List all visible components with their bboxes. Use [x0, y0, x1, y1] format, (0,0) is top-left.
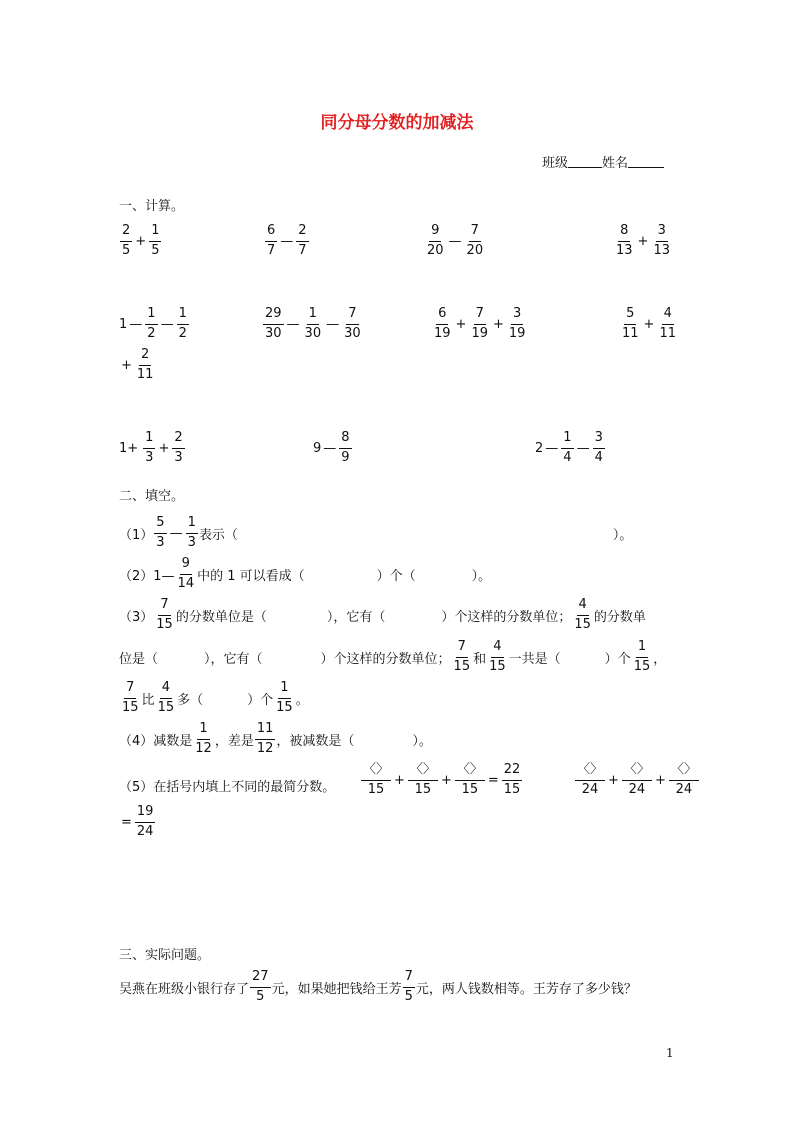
numerator: 1: [177, 307, 189, 325]
fraction: [432, 307, 453, 342]
operator: +: [121, 357, 132, 373]
fraction: [620, 307, 641, 342]
denominator: 13: [653, 242, 670, 258]
numerator: 2: [120, 224, 132, 242]
operator: —: [280, 233, 294, 249]
numerator: 3: [656, 224, 668, 242]
fraction: [487, 640, 508, 675]
fraction: [145, 307, 157, 342]
numerator: 1: [186, 516, 198, 534]
denominator: 11: [659, 325, 676, 341]
fraction: [172, 431, 184, 466]
denominator: 7: [267, 242, 276, 258]
operator: +: [493, 316, 504, 332]
operator: =: [121, 814, 132, 830]
fraction: [177, 307, 189, 342]
denominator: 9: [341, 449, 350, 465]
denominator: 24: [675, 781, 693, 797]
calc-k: 2 — $\frac{1}{4}$ — $\frac{3}{4}$: [535, 430, 603, 465]
numerator: 19: [135, 805, 156, 823]
calc-e: 1 — $\frac{1}{2}$ — $\frac{1}{2}$: [119, 306, 187, 341]
denominator: 30: [304, 325, 322, 341]
fraction: [255, 722, 276, 757]
calc-i: 1+ $\frac{1}{3}$ + $\frac{2}{3}$: [119, 430, 183, 465]
numerator: 4: [577, 598, 589, 616]
fraction: [176, 557, 197, 592]
numerator[interactable]: 〈〉: [361, 763, 391, 781]
calc-d: [613, 224, 673, 259]
section-1-heading: 一、计算。: [119, 199, 185, 214]
fraction: [120, 681, 141, 716]
fraction: [572, 598, 593, 633]
question-4: （4）减数是 $\frac{1}{12}$ ，差是 $\frac{11}{12}$ ，被减数是（ ）。: [119, 721, 432, 756]
operator: —: [160, 316, 174, 332]
fraction: [561, 431, 573, 466]
denominator: 19: [508, 325, 526, 341]
fraction: [135, 348, 156, 383]
denominator: 5: [122, 242, 131, 258]
fraction: [507, 307, 528, 342]
numerator: 5: [624, 307, 636, 325]
question-5-label: （5）在括号内填上不同的最简分数。: [119, 780, 336, 795]
numerator: 5: [154, 516, 166, 534]
numerator: 8: [618, 224, 630, 242]
student-info: [542, 152, 664, 171]
denominator: 3: [187, 534, 196, 550]
fraction: [465, 224, 486, 259]
fraction: [403, 970, 415, 1005]
numerator: 7: [474, 307, 486, 325]
numerator: 6: [436, 307, 448, 325]
denominator: 30: [344, 325, 361, 341]
fraction: [149, 224, 161, 259]
numerator: 7: [124, 681, 136, 699]
name-blank[interactable]: [628, 155, 664, 168]
question-5-expr-1: [360, 763, 523, 798]
operator: —: [576, 440, 590, 456]
operator: =: [487, 772, 499, 788]
numerator: 2: [296, 224, 308, 242]
numerator: 1: [307, 307, 319, 325]
fraction: [575, 763, 605, 798]
fraction: [154, 516, 166, 551]
denominator: 3: [145, 449, 154, 465]
operator: +: [135, 233, 147, 249]
numerator: 1: [149, 224, 161, 242]
calc-j: 9 — $\frac{8}{9}$: [313, 430, 350, 465]
denominator: 4: [594, 449, 603, 465]
numerator: 1: [197, 722, 209, 740]
operator: —: [326, 316, 340, 332]
numerator: 9: [429, 224, 441, 242]
denominator: 15: [574, 616, 591, 632]
denominator: 2: [147, 325, 156, 341]
fraction: [143, 431, 155, 466]
fraction: [193, 722, 214, 757]
operator: —: [323, 440, 337, 456]
numerator: 4: [491, 640, 503, 658]
numerator: 7: [403, 970, 415, 988]
operator: —: [129, 316, 143, 332]
numerator: 1: [561, 431, 573, 449]
numerator: 7: [346, 307, 358, 325]
fraction: [425, 224, 446, 259]
numerator: 2: [172, 431, 184, 449]
numerator[interactable]: 〈〉: [669, 763, 699, 781]
denominator: 15: [276, 699, 293, 715]
numerator: 11: [255, 722, 276, 740]
denominator: 11: [136, 366, 154, 382]
fraction: [274, 681, 295, 716]
denominator: 20: [427, 242, 444, 258]
denominator: 5: [404, 988, 413, 1004]
denominator: 2: [178, 325, 187, 341]
numerator: 6: [265, 224, 277, 242]
fraction: [250, 970, 271, 1005]
fraction: [593, 431, 605, 466]
fraction: [186, 516, 198, 551]
fraction: [135, 805, 156, 840]
denominator: 13: [616, 242, 633, 258]
operator: +: [394, 772, 405, 788]
numerator: 4: [662, 307, 674, 325]
denominator: 15: [453, 658, 471, 674]
calc-c: [424, 224, 486, 259]
denominator: 15: [414, 781, 432, 797]
numerator: 3: [511, 307, 523, 325]
operator: +: [643, 316, 655, 332]
class-blank[interactable]: [568, 155, 602, 168]
fraction: [156, 681, 177, 716]
fraction: [455, 763, 485, 798]
fraction: [361, 763, 391, 798]
fraction: [154, 598, 175, 633]
operator: —: [448, 233, 462, 249]
operator: +: [440, 772, 452, 788]
denominator: 20: [466, 242, 484, 258]
fraction: [669, 763, 699, 798]
operator: +: [637, 233, 649, 249]
numerator[interactable]: 〈〉: [622, 763, 652, 781]
denominator: 15: [633, 658, 651, 674]
question-3-line-1: （3） $\frac{7}{15}$ 的分数单位是（ ），它有（ ）个这样的分数单位； $\frac{4}{15}$ 的分数单: [119, 597, 646, 632]
denominator: 19: [471, 325, 488, 341]
fraction: [632, 640, 653, 675]
fraction: [408, 763, 438, 798]
fraction: [265, 224, 277, 259]
denominator: 5: [151, 242, 160, 258]
denominator: 12: [256, 740, 274, 756]
section-2-heading: 二、填空。: [119, 489, 185, 504]
fraction: [469, 307, 490, 342]
operator: +: [158, 440, 170, 456]
denominator: 15: [367, 781, 385, 797]
operator: +: [455, 316, 467, 332]
denominator: 3: [156, 534, 165, 550]
denominator: 15: [489, 658, 506, 674]
numerator: 7: [456, 640, 468, 658]
numerator: 9: [180, 557, 192, 575]
denominator: 7: [298, 242, 307, 258]
fraction: [342, 307, 363, 342]
numerator: 2: [139, 348, 151, 366]
fraction: [614, 224, 635, 259]
word-problem: 吴燕在班级小银行存了 $\frac{27}{5}$ 元，如果她把钱给王芳 $\frac{7}{5}$ 元，两人钱数相等。王芳存了多少钱？: [119, 969, 637, 1004]
calc-f: [262, 307, 364, 342]
fraction: [452, 640, 473, 675]
question-2: （2）1— $\frac{9}{14}$ 中的 1 可以看成（ ）个（ ）。: [119, 556, 492, 591]
question-1: （1） $\frac{5}{3}$ — $\frac{1}{3}$ 表示（ ）。: [119, 515, 633, 550]
operator: +: [608, 772, 619, 788]
denominator: 15: [157, 699, 175, 715]
fraction: [263, 307, 284, 342]
numerator: 1: [278, 681, 290, 699]
question-5-expr-2: [574, 763, 700, 798]
page-number: 1: [666, 1046, 674, 1060]
numerator: 1: [143, 431, 155, 449]
denominator: 15: [461, 781, 479, 797]
numerator: 1: [636, 640, 648, 658]
denominator: 12: [195, 740, 212, 756]
numerator: 29: [263, 307, 284, 325]
denominator: 11: [622, 325, 639, 341]
numerator[interactable]: 〈〉: [408, 763, 438, 781]
numerator: 3: [593, 431, 605, 449]
numerator[interactable]: 〈〉: [455, 763, 485, 781]
denominator: 15: [122, 699, 139, 715]
operator: +: [654, 772, 666, 788]
denominator: 14: [177, 575, 195, 591]
denominator: 5: [256, 988, 265, 1004]
fraction: [339, 431, 351, 466]
fraction: [651, 224, 672, 259]
denominator: 24: [581, 781, 599, 797]
operator: —: [169, 525, 183, 541]
operator: —: [286, 316, 300, 332]
denominator: 24: [136, 823, 154, 839]
denominator: 30: [265, 325, 282, 341]
fraction: [303, 307, 324, 342]
calc-b: [264, 224, 310, 259]
numerator: 22: [502, 763, 523, 781]
denominator: 15: [156, 616, 173, 632]
calc-a: [119, 224, 162, 259]
calc-h: [619, 307, 679, 342]
denominator: 15: [503, 781, 521, 797]
class-label: 班级: [542, 156, 569, 171]
numerator: 8: [339, 431, 351, 449]
question-3-line-2: 位是（ ），它有（ ）个这样的分数单位； $\frac{7}{15}$ 和 $\frac{4}{15}$ 一共是（ ）个 $\frac{1}{15}$ ，: [119, 639, 667, 674]
numerator: 4: [160, 681, 172, 699]
calc-h-continued: [119, 348, 156, 383]
denominator: 24: [628, 781, 646, 797]
fraction: [657, 307, 678, 342]
numerator: 1: [145, 307, 157, 325]
numerator: 27: [250, 970, 271, 988]
operator: —: [545, 440, 559, 456]
section-3-heading: 三、实际问题。: [119, 948, 211, 963]
fraction: [296, 224, 308, 259]
fraction: [120, 224, 132, 259]
page-title: 同分母分数的加减法: [320, 113, 474, 133]
numerator: 7: [158, 598, 170, 616]
numerator: 7: [469, 224, 481, 242]
fraction: [502, 763, 523, 798]
denominator: 19: [434, 325, 451, 341]
calc-g: [431, 307, 528, 342]
fraction: [622, 763, 652, 798]
name-label: 姓名: [602, 156, 629, 171]
denominator: 4: [563, 449, 572, 465]
numerator[interactable]: 〈〉: [575, 763, 605, 781]
question-3-line-3: $\frac{7}{15}$ 比 $\frac{4}{15}$ 多（ ）个 $\frac{1}{15}$ 。: [122, 680, 309, 715]
denominator: 3: [174, 449, 183, 465]
question-5-expr-2-result: [119, 805, 156, 840]
